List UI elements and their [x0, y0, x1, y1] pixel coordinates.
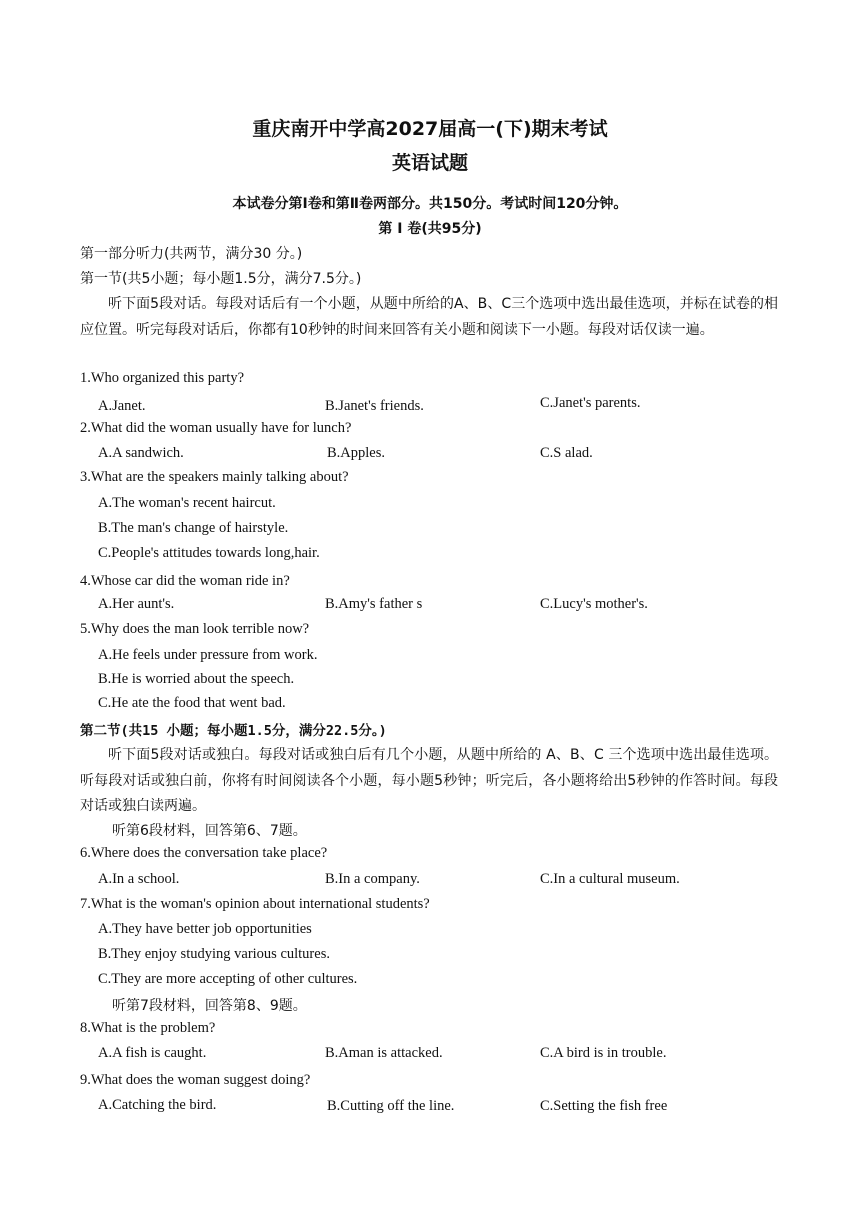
question-1: 1.Who organized this party?	[80, 370, 245, 386]
q6-option-c: C.In a cultural museum.	[540, 871, 680, 887]
q8-option-c: C.A bird is in trouble.	[540, 1045, 667, 1061]
question-5: 5.Why does the man look terrible now?	[80, 621, 310, 637]
q3-option-c: C.People's attitudes towards long,hair.	[98, 545, 320, 561]
q8-option-a: A.A fish is caught.	[98, 1045, 207, 1061]
q1-option-b: B.Janet's friends.	[325, 398, 424, 414]
q5-option-c: C.He ate the food that went bad.	[98, 695, 286, 711]
q4-option-c: C.Lucy's mother's.	[540, 596, 648, 612]
question-6: 6.Where does the conversation take place?	[80, 845, 328, 861]
q1-option-a: A.Janet.	[98, 398, 146, 414]
q5-option-b: B.He is worried about the speech.	[98, 671, 295, 687]
q7-option-b: B.They enjoy studying various cultures.	[98, 946, 330, 962]
q3-option-b: B.The man's change of hairstyle.	[98, 520, 289, 536]
q9-option-a: A.Catching the bird.	[98, 1097, 217, 1113]
q6-option-b: B.In a company.	[325, 871, 420, 887]
exam-subtitle: 英语试题	[391, 152, 468, 174]
q2-option-a: A.A sandwich.	[98, 445, 184, 461]
q1-option-c: C.Janet's parents.	[540, 395, 641, 411]
question-4: 4.Whose car did the woman ride in?	[80, 573, 290, 589]
q5-option-a: A.He feels under pressure from work.	[98, 647, 318, 663]
exam-intro: 本试卷分第Ⅰ卷和第Ⅱ卷两部分。共150分。考试时间120分钟。	[232, 196, 628, 212]
section1-heading: 第一节(共5小题；每小题1.5分，满分7.5分。)	[80, 271, 362, 287]
q2-option-b: B.Apples.	[327, 445, 385, 461]
question-7: 7.What is the woman's opinion about international students?	[80, 896, 430, 912]
section2-heading: 第二节(共15 小题；每小题1.5分，满分22.5分。)	[80, 723, 387, 739]
q4-option-a: A.Her aunt's.	[98, 596, 175, 612]
question-9: 9.What does the woman suggest doing?	[80, 1072, 311, 1088]
material-7-note: 听第7段材料，回答第8、9题。	[112, 998, 307, 1014]
q6-option-a: A.In a school.	[98, 871, 180, 887]
volume-heading: 第 Ⅰ 卷(共95分)	[378, 221, 482, 237]
q9-option-c: C.Setting the fish free	[540, 1098, 668, 1114]
question-3: 3.What are the speakers mainly talking about?	[80, 469, 349, 485]
part1-heading: 第一部分听力(共两节，满分30 分。)	[80, 246, 303, 262]
section2-instructions: 听下面5段对话或独白。每段对话或独白后有几个小题，从题中所给的 A、B、C 三个选项中选出最佳选项。听每段对话或独白前，你将有时间阅读各个小题，每小题5秒钟；听完后，各小题将给出5秒钟的作答时间。每段对话或独白读两遍。	[80, 747, 778, 814]
question-8: 8.What is the problem?	[80, 1020, 216, 1036]
question-2: 2.What did the woman usually have for lunch?	[80, 420, 352, 436]
q7-option-c: C.They are more accepting of other cultures.	[98, 971, 358, 987]
q9-option-b: B.Cutting off the line.	[327, 1098, 455, 1114]
q8-option-b: B.Aman is attacked.	[325, 1045, 443, 1061]
q7-option-a: A.They have better job opportunities	[98, 921, 312, 937]
q4-option-b: B.Amy's father s	[325, 596, 423, 612]
exam-title: 重庆南开中学高2027届高一(下)期末考试	[252, 118, 608, 140]
material-6-note: 听第6段材料，回答第6、7题。	[112, 823, 307, 839]
q3-option-a: A.The woman's recent haircut.	[98, 495, 276, 511]
section1-instructions: 听下面5段对话。每段对话后有一个小题，从题中所给的A、B、C三个选项中选出最佳选项，并标在试卷的相应位置。听完每段对话后，你都有10秒钟的时间来回答有关小题和阅读下一小题。每段对话仅读一遍。	[80, 296, 778, 338]
q2-option-c: C.S alad.	[540, 445, 593, 461]
